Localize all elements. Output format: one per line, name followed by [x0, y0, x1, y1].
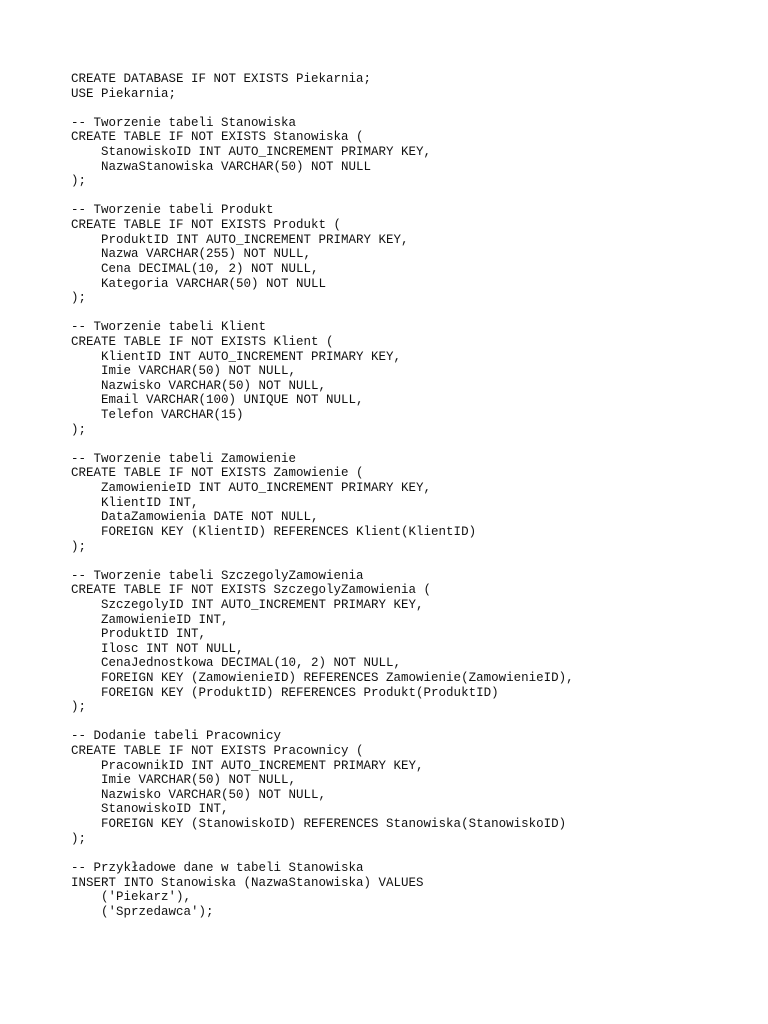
code-line: ); — [71, 174, 87, 189]
code-line: CenaJednostkowa DECIMAL(10, 2) NOT NULL, — [71, 656, 402, 671]
code-line: FOREIGN KEY (ProduktID) REFERENCES Produkt(ProduktID) — [71, 685, 499, 700]
sql-code-block — [71, 72, 574, 919]
code-line: ('Piekarz'), — [71, 890, 192, 905]
code-line: -- Przykładowe dane w tabeli Stanowiska — [71, 860, 364, 875]
code-line: ProduktID INT AUTO_INCREMENT PRIMARY KEY, — [71, 232, 409, 247]
code-line — [71, 554, 574, 569]
code-line: Imie VARCHAR(50) NOT NULL, — [71, 773, 297, 788]
code-line: ('Sprzedawca'); — [71, 904, 214, 919]
code-line: SzczegolyID INT AUTO_INCREMENT PRIMARY KEY, — [71, 597, 424, 612]
code-line — [71, 715, 574, 730]
code-line: ); — [71, 291, 87, 306]
code-line: Nazwisko VARCHAR(50) NOT NULL, — [71, 787, 327, 802]
code-line: CREATE TABLE IF NOT EXISTS Produkt ( — [71, 218, 342, 233]
code-line: ); — [71, 831, 87, 846]
code-line: ); — [71, 700, 87, 715]
code-line: CREATE TABLE IF NOT EXISTS SzczegolyZamowienia ( — [71, 583, 432, 598]
code-line: Nazwisko VARCHAR(50) NOT NULL, — [71, 378, 327, 393]
code-line: CREATE TABLE IF NOT EXISTS Klient ( — [71, 334, 334, 349]
code-line: Nazwa VARCHAR(255) NOT NULL, — [71, 247, 312, 262]
code-line: ZamowienieID INT, — [71, 612, 229, 627]
code-line: Imie VARCHAR(50) NOT NULL, — [71, 364, 297, 379]
code-line: CREATE DATABASE IF NOT EXISTS Piekarnia; — [71, 72, 372, 86]
code-line: -- Tworzenie tabeli Stanowiska — [71, 115, 297, 130]
code-line: FOREIGN KEY (StanowiskoID) REFERENCES Stanowiska(StanowiskoID) — [71, 817, 567, 832]
code-line: INSERT INTO Stanowiska (NazwaStanowiska) VALUES — [71, 875, 424, 890]
code-line: ); — [71, 539, 87, 554]
code-line: StanowiskoID INT AUTO_INCREMENT PRIMARY KEY, — [71, 145, 432, 160]
code-line: USE Piekarnia; — [71, 86, 177, 101]
code-line: Telefon VARCHAR(15) — [71, 408, 244, 423]
code-line — [71, 437, 574, 452]
code-line: Ilosc INT NOT NULL, — [71, 641, 244, 656]
code-line: ); — [71, 422, 87, 437]
code-line: PracownikID INT AUTO_INCREMENT PRIMARY KEY, — [71, 758, 424, 773]
code-line: -- Tworzenie tabeli Zamowienie — [71, 451, 297, 466]
code-line: CREATE TABLE IF NOT EXISTS Pracownicy ( — [71, 744, 364, 759]
code-line: -- Tworzenie tabeli SzczegolyZamowienia — [71, 568, 364, 583]
code-line — [71, 101, 574, 116]
code-line: NazwaStanowiska VARCHAR(50) NOT NULL — [71, 159, 372, 174]
code-line: KlientID INT AUTO_INCREMENT PRIMARY KEY, — [71, 349, 402, 364]
code-line: StanowiskoID INT, — [71, 802, 229, 817]
code-line: -- Tworzenie tabeli Klient — [71, 320, 267, 335]
code-line: DataZamowienia DATE NOT NULL, — [71, 510, 319, 525]
code-line: FOREIGN KEY (ZamowienieID) REFERENCES Zamowienie(ZamowienieID), — [71, 670, 574, 685]
code-line: Kategoria VARCHAR(50) NOT NULL — [71, 276, 327, 291]
code-line: -- Tworzenie tabeli Produkt — [71, 203, 274, 218]
code-line: ProduktID INT, — [71, 627, 207, 642]
code-line: Cena DECIMAL(10, 2) NOT NULL, — [71, 261, 319, 276]
code-line — [71, 189, 574, 204]
code-line: CREATE TABLE IF NOT EXISTS Zamowienie ( — [71, 466, 364, 481]
code-line — [71, 306, 574, 321]
code-line: Email VARCHAR(100) UNIQUE NOT NULL, — [71, 393, 364, 408]
code-line: -- Dodanie tabeli Pracownicy — [71, 729, 282, 744]
code-line: KlientID INT, — [71, 495, 199, 510]
code-line: ZamowienieID INT AUTO_INCREMENT PRIMARY KEY, — [71, 481, 432, 496]
code-line: CREATE TABLE IF NOT EXISTS Stanowiska ( — [71, 130, 364, 145]
code-line — [71, 846, 574, 861]
code-line: FOREIGN KEY (KlientID) REFERENCES Klient(KlientID) — [71, 524, 477, 539]
